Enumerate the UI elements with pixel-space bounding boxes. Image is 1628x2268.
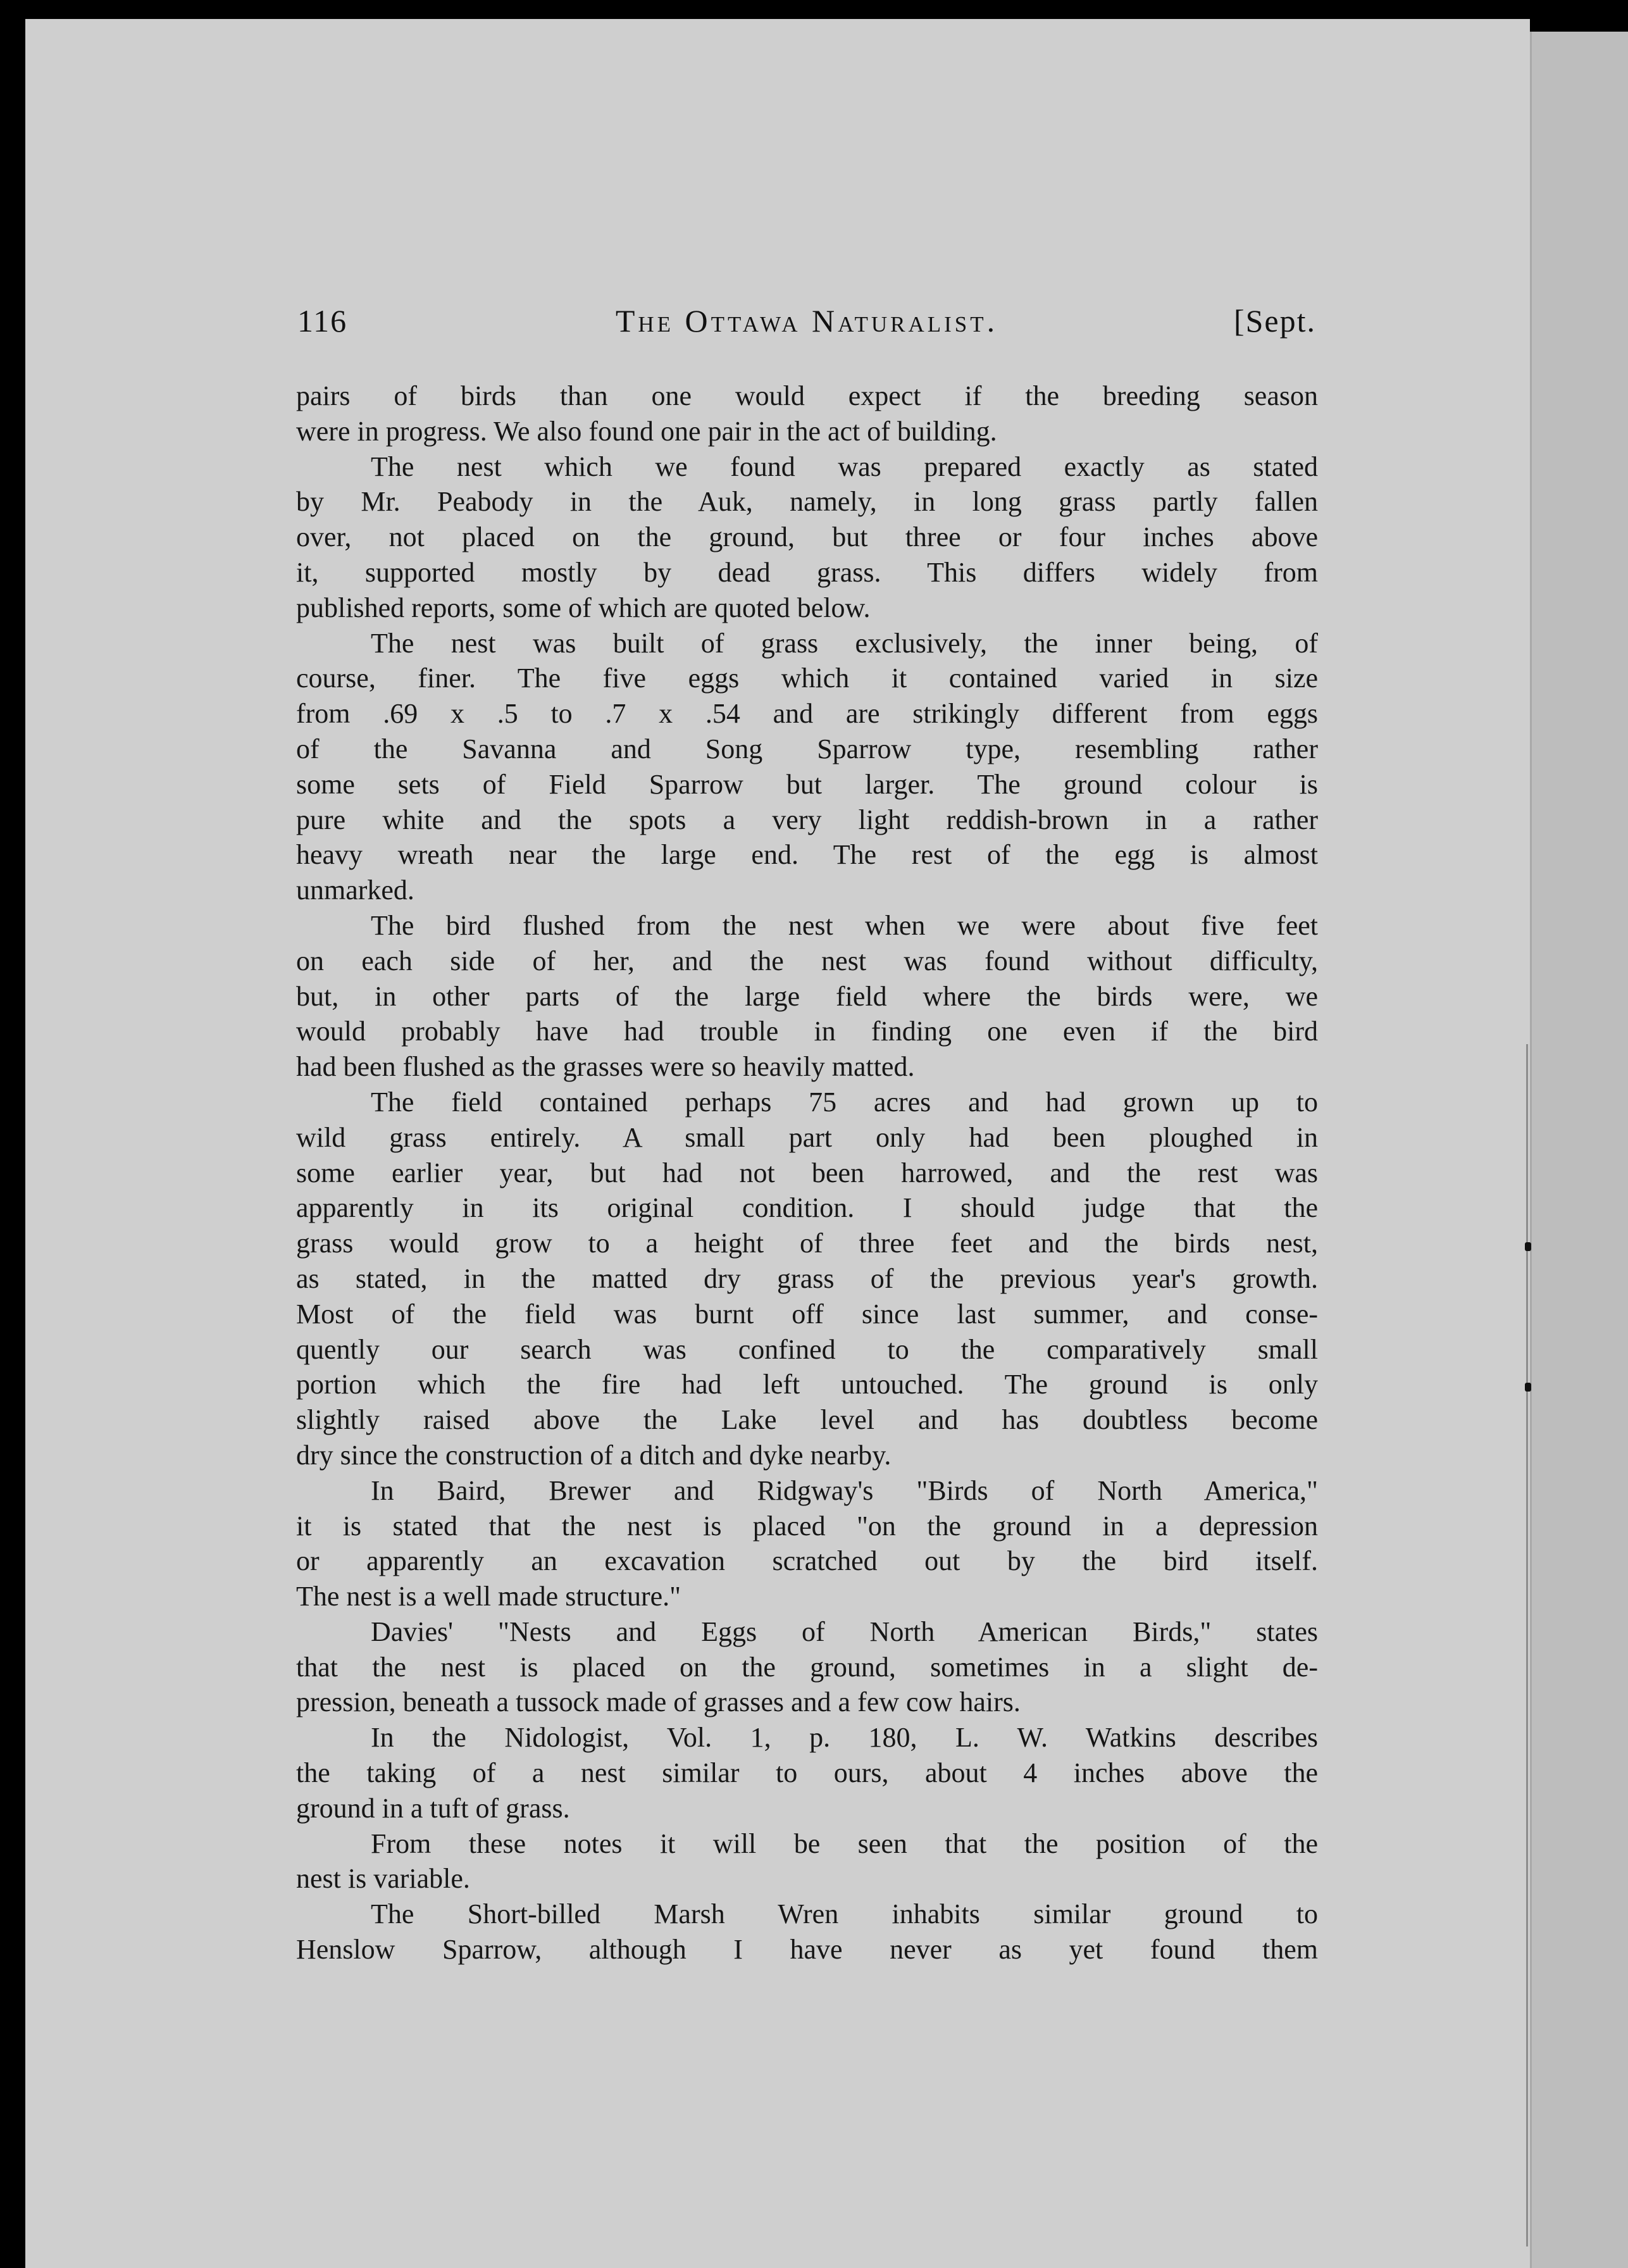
text-line: wild grass entirely. A small part only had been ploughed in	[296, 1121, 1318, 1153]
text-line: From these notes it will be seen that the position of the	[371, 1828, 1318, 1859]
text-line: In the Nidologist, Vol. 1, p. 180, L. W. Watkins describes	[371, 1722, 1318, 1754]
text-line: The nest which we found was prepared exactly as stated	[371, 451, 1318, 482]
text-line: would probably have had trouble in finding one even if the bird	[296, 1016, 1318, 1047]
text-line: as stated, in the matted dry grass of the previous year's growth.	[296, 1262, 1318, 1294]
journal-title: The Ottawa Naturalist.	[615, 303, 998, 339]
page-edge-line	[1526, 1044, 1528, 2246]
text-line: grass would grow to a height of three feet and the birds nest,	[296, 1228, 1318, 1259]
text-line: The field contained perhaps 75 acres and had grown up to	[371, 1086, 1318, 1118]
text-line: pure white and the spots a very light reddish-brown in a rather	[296, 804, 1318, 835]
scan-speck	[1525, 1242, 1531, 1251]
body-text	[296, 378, 1318, 1967]
text-line: unmarked.	[296, 875, 414, 906]
text-line: some sets of Field Sparrow but larger. The ground colour is	[296, 768, 1318, 800]
text-line: The nest is a well made structure."	[296, 1581, 681, 1612]
scan-speck	[1525, 1383, 1531, 1392]
text-line: the taking of a nest similar to ours, about 4 inches above the	[296, 1757, 1318, 1789]
text-line: pression, beneath a tussock made of grasses and a few cow hairs.	[296, 1686, 1021, 1718]
text-line: that the nest is placed on the ground, sometimes in a slight de-	[296, 1651, 1318, 1683]
text-line: of the Savanna and Song Sparrow type, resembling rather	[296, 733, 1318, 764]
text-line: over, not placed on the ground, but three or four inches above	[296, 521, 1318, 553]
text-line: portion which the fire had left untouched. The ground is only	[296, 1369, 1318, 1400]
text-line: Most of the field was burnt off since last summer, and conse-	[296, 1298, 1318, 1330]
text-line: course, finer. The five eggs which it contained varied in size	[296, 663, 1318, 694]
text-line: were in progress. We also found one pair in the act of building.	[296, 415, 997, 447]
text-line: Davies' "Nests and Eggs of North American Birds," states	[371, 1616, 1318, 1647]
text-line: from .69 x .5 to .7 x .54 and are strikingly different from eggs	[296, 698, 1318, 730]
page-number: 116	[297, 303, 348, 339]
text-line: quently our search was confined to the comparatively small	[296, 1333, 1318, 1365]
text-line: ground in a tuft of grass.	[296, 1792, 570, 1824]
text-line: The nest was built of grass exclusively, the inner being, of	[371, 627, 1318, 659]
text-line: Henslow Sparrow, although I have never as yet found them	[296, 1934, 1318, 1966]
issue-month: [Sept.	[1233, 303, 1316, 339]
text-line: The bird flushed from the nest when we were about five feet	[371, 909, 1318, 941]
text-line: it, supported mostly by dead grass. This differs widely from	[296, 556, 1318, 588]
facing-page-edge	[1530, 32, 1628, 2268]
text-line: heavy wreath near the large end. The rest of the egg is almost	[296, 839, 1318, 871]
text-line: The Short-billed Marsh Wren inhabits similar ground to	[371, 1898, 1318, 1930]
text-line: it is stated that the nest is placed "on the ground in a depression	[296, 1510, 1318, 1542]
running-head	[297, 302, 1316, 347]
text-line: slightly raised above the Lake level and has doubtless become	[296, 1404, 1318, 1436]
text-line: pairs of birds than one would expect if the breeding season	[296, 380, 1318, 411]
text-line: dry since the construction of a ditch and dyke nearby.	[296, 1439, 892, 1471]
text-line: or apparently an excavation scratched out by the bird itself.	[296, 1545, 1318, 1577]
text-line: by Mr. Peabody in the Auk, namely, in long grass partly fallen	[296, 486, 1318, 518]
text-line: had been flushed as the grasses were so heavily matted.	[296, 1051, 915, 1083]
text-line: published reports, some of which are quoted below.	[296, 592, 871, 623]
text-line: some earlier year, but had not been harrowed, and the rest was	[296, 1157, 1318, 1188]
text-line: apparently in its original condition. I should judge that the	[296, 1192, 1318, 1224]
text-line: but, in other parts of the large field where the birds were, we	[296, 980, 1318, 1012]
text-line: In Baird, Brewer and Ridgway's "Birds of North America,"	[371, 1474, 1318, 1506]
text-line: on each side of her, and the nest was found without difficulty,	[296, 945, 1318, 976]
text-line: nest is variable.	[296, 1863, 470, 1895]
